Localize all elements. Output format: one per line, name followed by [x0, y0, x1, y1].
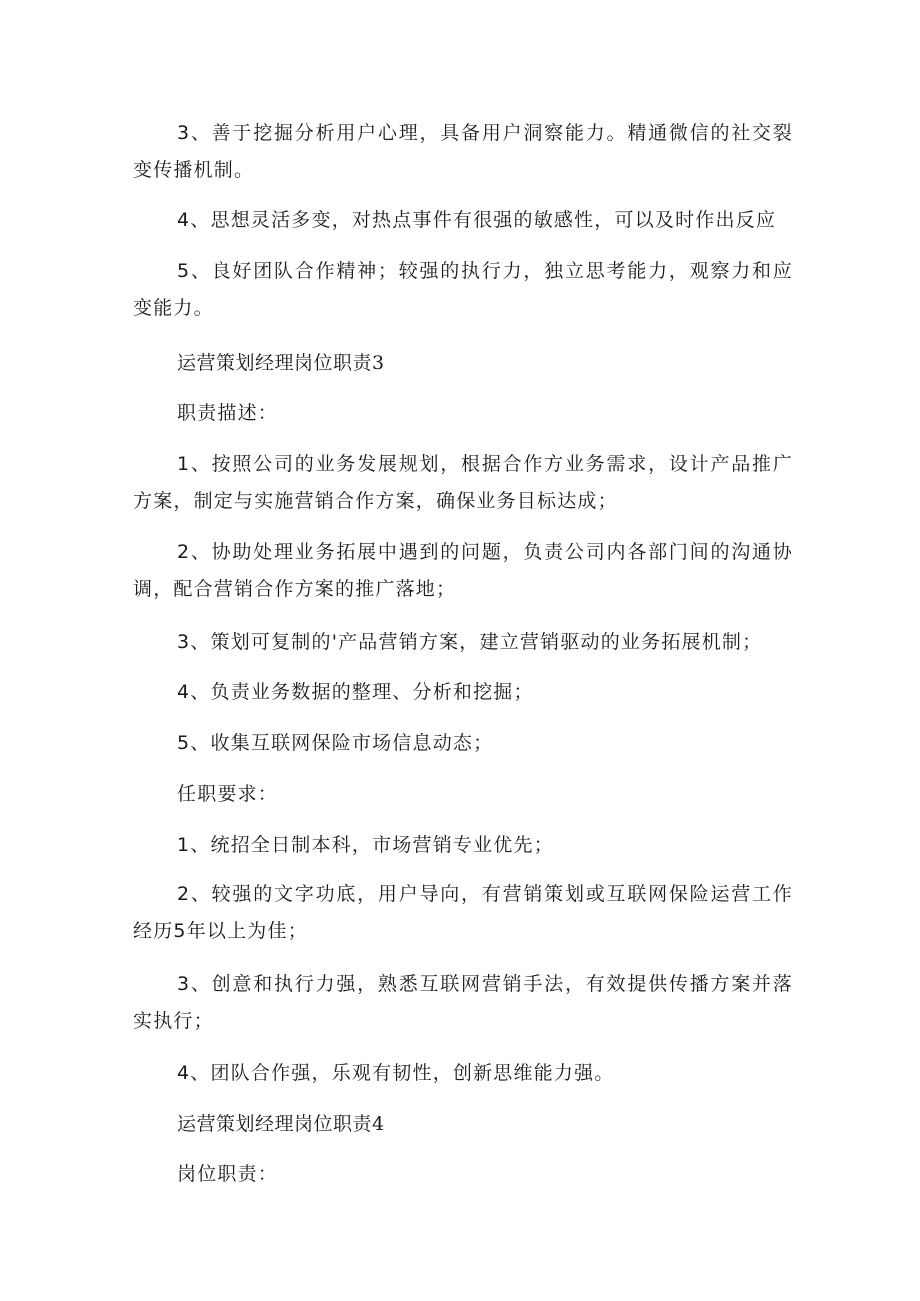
subheading-duties-description: 职责描述： — [177, 402, 279, 424]
section-heading-4: 运营策划经理岗位职责4 — [177, 1113, 385, 1135]
paragraph-item-4-flexible-thinking: 4、思想灵活多变，对热点事件有很强的敏感性，可以及时作出反应 — [177, 209, 777, 231]
paragraph-requirement-3: 3、创意和执行力强，熟悉互联网营销手法，有效提供传播方案并落实执行； — [133, 973, 793, 1032]
subheading-job-duties: 岗位职责： — [177, 1163, 279, 1185]
paragraph-requirement-2: 2、较强的文字功底，用户导向，有营销策划或互联网保险运营工作经历5年以上为佳； — [133, 883, 793, 942]
paragraph-duty-1: 1、按照公司的业务发展规划，根据合作方业务需求，设计产品推广方案，制定与实施营销合作方案，确保业务目标达成； — [133, 453, 793, 512]
paragraph-item-5-teamwork: 5、良好团队合作精神；较强的执行力，独立思考能力，观察力和应变能力。 — [133, 260, 793, 319]
paragraph-duty-5: 5、收集互联网保险市场信息动态； — [177, 732, 494, 754]
paragraph-duty-4: 4、负责业务数据的整理、分析和挖掘； — [177, 681, 534, 703]
paragraph-item-3-user-insight: 3、善于挖掘分析用户心理，具备用户洞察能力。精通微信的社交裂变传播机制。 — [133, 122, 793, 181]
paragraph-duty-2: 2、协助处理业务拓展中遇到的问题，负责公司内各部门间的沟通协调，配合营销合作方案的推广落地； — [133, 541, 793, 600]
paragraph-duty-3: 3、策划可复制的'产品营销方案，建立营销驱动的业务拓展机制； — [177, 631, 763, 653]
subheading-requirements: 任职要求： — [177, 783, 279, 805]
section-heading-3: 运营策划经理岗位职责3 — [177, 352, 385, 374]
paragraph-requirement-1: 1、统招全日制本科，市场营销专业优先； — [177, 834, 554, 856]
paragraph-requirement-4: 4、团队合作强，乐观有韧性，创新思维能力强。 — [177, 1062, 615, 1084]
